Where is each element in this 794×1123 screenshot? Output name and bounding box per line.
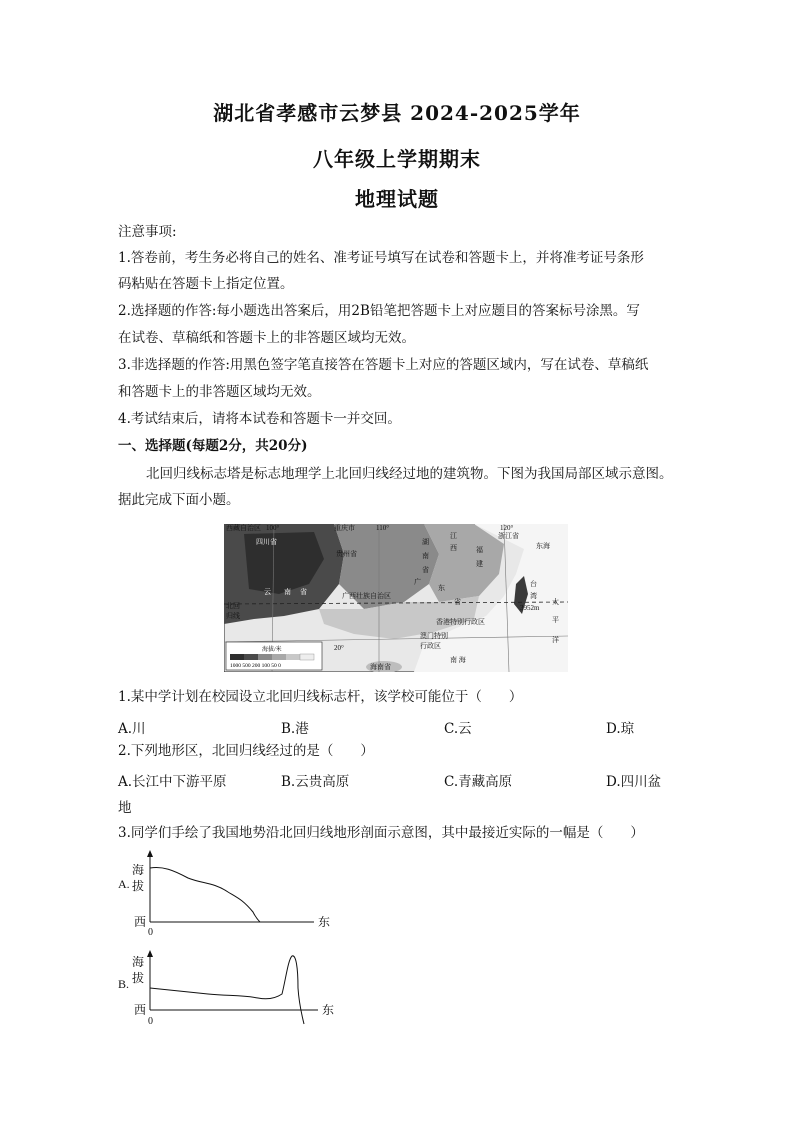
map-label: 120° <box>500 524 514 532</box>
map-label: 北回 <box>226 602 240 610</box>
notice-line: 在试卷、草稿纸和答题卡上的非答题区域均无效。 <box>118 330 415 346</box>
intro-text: 北回归线标志塔是标志地理学上北回归线经过地的建筑物。下图为我国局部区域示意图。 <box>146 466 673 482</box>
map-label: 平 <box>552 616 559 624</box>
question-3-stem: 3.同学们手绘了我国地势沿北回归线地形剖面示意图，其中最接近实际的一幅是（ ） <box>118 825 644 841</box>
profile-a-east: 东 <box>318 915 331 929</box>
notice-line: 1.答卷前，考生务必将自己的姓名、准考证号填写在试卷和答题卡上，并将准考证号条形 <box>118 250 644 266</box>
profile-a-west: 西 <box>134 915 147 929</box>
q1-option-b: B.港 <box>281 721 309 737</box>
q1-option-d: D.琼 <box>606 721 635 737</box>
map-label: 太 <box>552 598 559 606</box>
profile-b-west: 西 <box>134 1003 147 1017</box>
map-label: 云 <box>264 588 271 596</box>
notice-line: 4.考试结束后，请将本试卷和答题卡一并交回。 <box>118 411 401 427</box>
profile-b-east: 东 <box>322 1003 335 1017</box>
q2-option-a: A.长江中下游平原 <box>118 774 227 790</box>
map-label: 西藏自治区 <box>226 524 261 532</box>
q1-option-a: A.川 <box>118 721 146 737</box>
map-label: 香港特别行政区 <box>436 618 485 626</box>
map-label: 归线 <box>226 612 240 620</box>
legend-title: 海拔/米 <box>262 647 282 653</box>
profile-b-label: B. <box>118 977 130 991</box>
notice-line: 3.非选择题的作答:用黑色签字笔直接答在答题卡上对应的答题区域内，写在试卷、草稿纸 <box>118 357 649 373</box>
question-1-stem: 1.某中学计划在校园设立北回归线标志杆，该学校可能位于（ ） <box>118 689 523 705</box>
q2-option-d: D.四川盆 <box>606 774 662 790</box>
map-label: 台 <box>530 580 537 588</box>
map-label: 贵州省 <box>336 550 357 558</box>
question-2-stem: 2.下列地形区，北回归线经过的是（ ） <box>118 743 374 759</box>
profile-a-zero: 0 <box>148 927 153 938</box>
map-label: 3952m <box>520 604 540 612</box>
section-heading: 一、选择题(每题2分，共20分) <box>118 438 308 454</box>
exam-title-line2: 八年级上学期期末 <box>313 147 481 171</box>
map-label: 福 <box>476 546 483 554</box>
map-label: 110° <box>376 524 390 532</box>
q1-option-c: C.云 <box>444 721 472 737</box>
notice-line: 码粘贴在答题卡上指定位置。 <box>118 276 294 292</box>
map-label: 澳门特别 <box>420 632 448 640</box>
map-label: 湾 <box>530 592 537 600</box>
profile-a-ylabel: 拔 <box>132 879 145 893</box>
map-label: 建 <box>476 560 483 568</box>
profile-a-label: A. <box>118 877 130 891</box>
map-label: 西 <box>450 544 457 552</box>
notice-line: 和答题卡上的非答题区域均无效。 <box>118 384 321 400</box>
map-label: 南 <box>284 588 291 596</box>
map-label: 20° <box>334 644 344 652</box>
map-label: 行政区 <box>420 642 441 650</box>
legend-values: 1000 500 200 100 50 0 <box>230 663 281 669</box>
profile-b-zero: 0 <box>148 1016 153 1026</box>
map-label: 湖 <box>422 538 429 546</box>
q2-option-b: B.云贵高原 <box>281 774 350 790</box>
q2-option-d-wrap: 地 <box>118 800 132 816</box>
exam-title-line3: 地理试题 <box>355 187 439 211</box>
profile-a-ylabel: 海 <box>132 863 145 877</box>
map-label: 广 <box>414 578 421 586</box>
profile-b-ylabel: 海 <box>132 955 145 969</box>
map-label: 100° <box>266 524 280 532</box>
map-label: 洋 <box>552 636 559 644</box>
q2-option-c: C.青藏高原 <box>444 774 513 790</box>
notice-line: 2.选择题的作答:每小题选出答案后，用2B铅笔把答题卡上对应题目的答案标号涂黑。写 <box>118 303 640 319</box>
map-label: 东 <box>438 584 445 592</box>
profile-b-ylabel: 拔 <box>132 971 145 985</box>
map-label: 重庆市 <box>334 524 355 532</box>
notice-heading: 注意事项: <box>118 224 177 240</box>
exam-title-line1: 湖北省孝感市云梦县 2024-2025学年 <box>213 101 581 125</box>
map-label: 广西壮族自治区 <box>342 592 391 600</box>
map-label: 东海 <box>536 542 550 550</box>
profile-a-diagram <box>118 848 348 938</box>
region-map <box>224 524 568 672</box>
map-label: 海南省 <box>370 663 391 671</box>
profile-b-diagram <box>118 948 348 1026</box>
map-legend <box>226 642 322 670</box>
map-label: 省 <box>454 598 461 606</box>
map-label: 南 <box>422 552 429 560</box>
intro-text: 据此完成下面小题。 <box>118 492 240 508</box>
map-label: 省 <box>300 588 307 596</box>
map-label: 浙江省 <box>498 532 519 540</box>
map-label: 省 <box>422 566 429 574</box>
map-label: 四川省 <box>256 538 277 546</box>
map-label: 南 海 <box>450 656 466 664</box>
map-label: 江 <box>450 532 457 540</box>
